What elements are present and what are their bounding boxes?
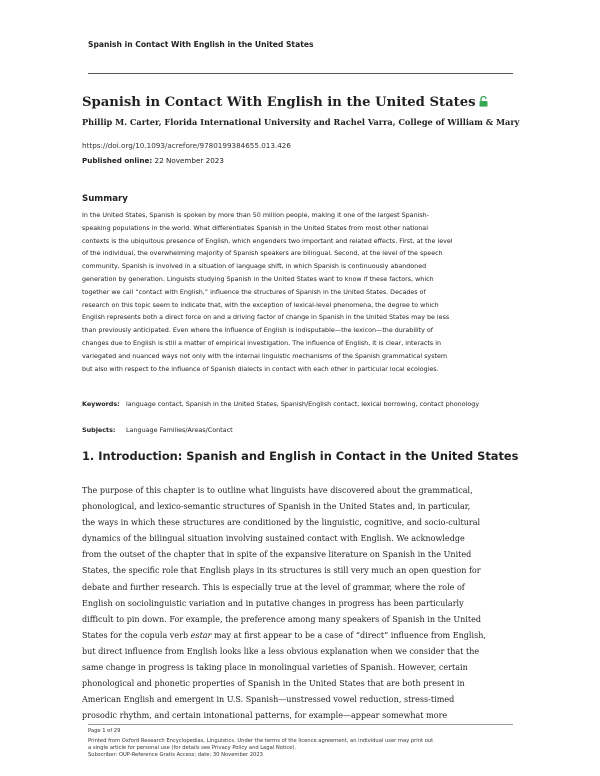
summary-line: changes due to English is still a matter of empirical investigation. The influence of English, it is clear, interacts in [82, 339, 442, 347]
summary-line: together we call “contact with English,” influence the structures of Spanish in the United States. Decades of [82, 288, 426, 296]
body-line [82, 612, 522, 628]
body-text: debate and further research. This is especially true at the level of grammar, where the role of [82, 582, 465, 592]
body-text: States for the copula verb [82, 630, 191, 640]
body-line [82, 515, 522, 531]
summary-line: variegated and nuanced ways not only with the internal linguistic mechanisms of the Spanish grammatical system [82, 352, 448, 360]
footer-divider [88, 724, 513, 725]
body-line [82, 708, 522, 724]
summary-heading: Summary [82, 194, 128, 204]
published-label: Published online: [82, 156, 153, 165]
body-line [82, 563, 522, 579]
section-body [82, 483, 522, 724]
section-heading: 1. Introduction: Spanish and English in Contact in the United States [82, 449, 519, 463]
summary-line: English represents both a direct force on and a driving factor of change in Spanish in the United States may be less [82, 314, 450, 322]
summary-line: of the individual, the overwhelming majority of Spanish speakers are bilingual. Second, at the level of the speech [82, 250, 443, 258]
summary-line: than previously anticipated. Even where the influence of English is indisputable—the lexicon—the durability of [82, 327, 433, 335]
lock-open-icon [479, 96, 488, 111]
body-text: American English and emergent in U.S. Spanish—unstressed vowel reduction, stress-timed [82, 695, 455, 705]
article-title: Spanish in Contact With English in the United States [82, 95, 476, 110]
body-line [82, 596, 522, 612]
body-line [82, 644, 522, 660]
article-title-line [82, 95, 488, 111]
footer-notice-line: Printed from Oxford Research Encyclopedias, Linguistics. Under the terms of the licence agreement, an individual user may print out [88, 738, 434, 744]
subjects-label: Subjects: [82, 426, 116, 434]
footer-notice-line: Subscriber: OUP-Reference Gratis Access; date: 30 November 2023 [88, 752, 263, 758]
summary-body [82, 210, 514, 376]
body-text: States, the specific role that English plays in its structures is still very much an open question for [82, 566, 481, 576]
body-text: same change in progress is taking place in monolingual varieties of Spanish. However, certain [82, 663, 468, 673]
body-text: the ways in which these structures are conditioned by the linguistic, cognitive, and socio-cultural [82, 518, 481, 528]
page-footer [88, 728, 433, 759]
body-text: but direct influence from English looks like a less obvious explanation when we consider that the [82, 646, 480, 656]
body-text: from the outset of the chapter that in spite of the expansive literature on Spanish in the United [82, 550, 472, 560]
summary-line: generation by generation. Linguists studying Spanish in the United States want to know if these factors, which [82, 275, 434, 283]
body-line [82, 692, 522, 708]
subjects-value[interactable]: Language Families/Areas/Contact [126, 426, 233, 434]
body-line [82, 580, 522, 596]
body-line [82, 676, 522, 692]
body-text: phonological and phonetic properties of Spanish in the United States that are both present in [82, 679, 465, 689]
body-line [82, 531, 522, 547]
summary-line: contexts is the ubiquitous presence of English, which engenders two important and related effects. First, at the level [82, 237, 453, 245]
running-head: Spanish in Contact With English in the United States [88, 40, 314, 49]
body-line [82, 660, 522, 676]
body-text: difficult to pin down. For example, the preference among many speakers of Spanish in the United [82, 614, 482, 624]
body-text: dynamics of the bilingual situation involving sustained contact with English. We acknowledge [82, 534, 465, 544]
summary-line: In the United States, Spanish is spoken by more than 50 million people, making it one of the largest Spanish- [82, 212, 429, 219]
body-text: phonological, and lexico-semantic structures of Spanish in the United States and, in particular, [82, 502, 471, 512]
doi-link[interactable]: https://doi.org/10.1093/acrefore/9780199384655.013.426 [82, 141, 291, 150]
emphasis-term: estar [190, 630, 212, 640]
summary-line: research on this topic seem to indicate that, with the exception of lexical-level phenomena, the degree to which [82, 301, 439, 309]
header-divider [88, 73, 513, 74]
page-number: Page 1 of 29 [88, 728, 121, 734]
footer-notice-line: a single article for personal use (for details see Privacy Policy and Legal Notice). [88, 745, 297, 751]
keywords-row [82, 400, 479, 408]
body-line [82, 499, 522, 515]
summary-line: but also with respect to the influence of Spanish dialects in contact with each other in particular local ecologies. [82, 365, 439, 373]
body-text: prosodic rhythm, and certain intonational patterns, for example—appear somewhat more [82, 711, 448, 721]
body-line [82, 483, 522, 499]
body-text: English on sociolinguistic variation and in putative changes in progress has been particularly [82, 598, 464, 608]
keywords-label: Keywords: [82, 400, 120, 408]
keywords-value: language contact, Spanish in the United States, Spanish/English contact, lexical borrowing, contact phonology [126, 400, 480, 408]
subjects-row [82, 426, 233, 434]
summary-line: speaking populations in the world. What differentiates Spanish in the United States from most other national [82, 224, 428, 232]
article-authors: Phillip M. Carter, Florida International University and Rachel Varra, College of William & Mary [82, 117, 520, 127]
summary-line: community, Spanish is involved in a situation of language shift, in which Spanish is continuously abandoned [82, 263, 427, 271]
published-date [82, 156, 224, 165]
body-text: may at first appear to be a case of “direct” influence from English, [211, 630, 486, 640]
body-line [82, 547, 522, 563]
body-text: The purpose of this chapter is to outline what linguists have discovered about the grammatical, [82, 486, 473, 495]
published-date-value: 22 November 2023 [154, 156, 224, 165]
body-line [82, 628, 522, 644]
